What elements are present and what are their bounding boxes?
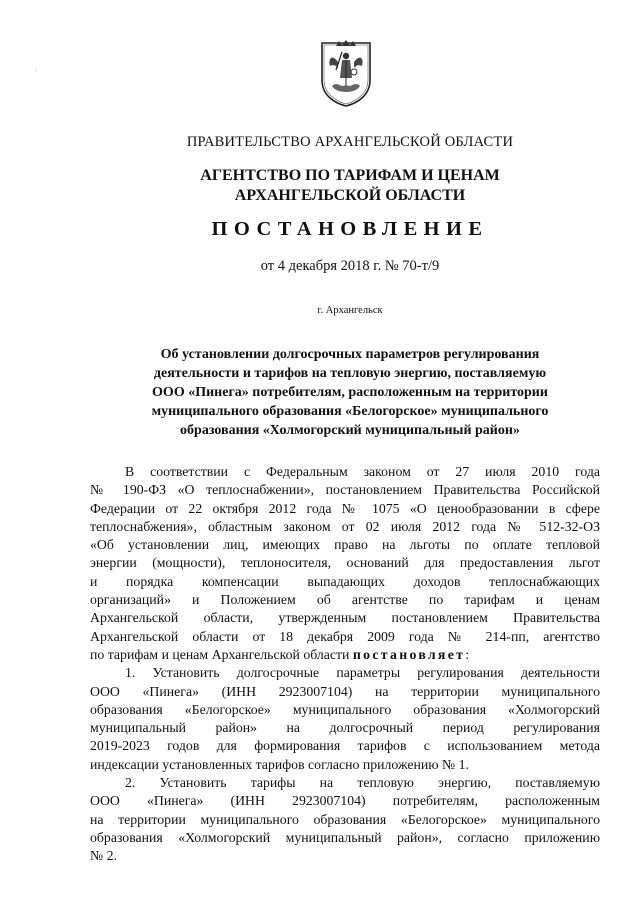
body-line: В соответствии с Федеральным законом от 27 июля 2010 года bbox=[125, 464, 600, 479]
body-text-fragment: : bbox=[465, 646, 470, 662]
body-line: «Об установлении лиц, имеющих право на льготы по оплате тепловой bbox=[90, 537, 600, 553]
decree-city: г. Архангельск bbox=[317, 305, 383, 316]
subject-line: образования «Холмогорский муниципальный район» bbox=[180, 423, 520, 438]
body-line-resolves bbox=[90, 646, 600, 664]
subject-line: ООО «Пинега» потребителям, расположенным на территории bbox=[152, 385, 548, 400]
coat-of-arms-icon bbox=[318, 40, 374, 108]
body-line: образования «Белогорское» муниципального образования «Холмогорский bbox=[90, 701, 600, 717]
agency-title bbox=[90, 166, 610, 206]
subject-line: муниципального образования «Белогорское» муниципального bbox=[151, 404, 549, 419]
body-line: Федерации от 22 октября 2012 года № 1075 «О ценообразовании в сфере bbox=[90, 500, 600, 516]
body-line: 2019-2023 годов для формирования тарифов с использованием метода bbox=[90, 738, 600, 754]
agency-title-line: АРХАНГЕЛЬСКОЙ ОБЛАСТИ bbox=[234, 187, 466, 204]
body-text-fragment: по тарифам и ценам Архангельской области bbox=[90, 646, 353, 662]
decree-subject bbox=[100, 345, 600, 440]
body-line: образования «Холмогорский муниципальный район», согласно приложению bbox=[90, 829, 600, 845]
body-line: и порядка компенсации выпадающих доходов теплоснабжающих bbox=[90, 573, 600, 589]
subject-line: Об установлении долгосрочных параметров регулирования bbox=[160, 347, 540, 362]
body-line: ООО «Пинега» (ИНН 2923007104) потребителям, расположенным bbox=[90, 793, 600, 809]
body-line: на территории муниципального образования «Белогорское» муниципального bbox=[90, 811, 600, 827]
agency-title-line: АГЕНТСТВО ПО ТАРИФАМ И ЦЕНАМ bbox=[200, 167, 500, 184]
body-line: 2. Установить тарифы на тепловую энергию, поставляемую bbox=[125, 775, 600, 791]
body-line: № 2. bbox=[90, 848, 117, 864]
body-line: индексации установленных тарифов согласно приложению № 1. bbox=[90, 756, 469, 772]
body-line: Архангельской области от 18 декабря 2009 года № 214-пп, агентство bbox=[90, 628, 600, 644]
body-line: Архангельской области, утвержденным постановлением Правительства bbox=[90, 610, 600, 626]
resolves-keyword: постановляет bbox=[352, 646, 466, 662]
body-line: муниципальный район» на долгосрочный период регулирования bbox=[90, 720, 600, 736]
body-line: 1. Установить долгосрочные параметры регулирования деятельности bbox=[125, 665, 600, 681]
body-line: теплоснабжения», областным законом от 02 июля 2012 года № 512-32-ОЗ bbox=[90, 518, 600, 534]
body-line: № 190-ФЗ «О теплоснабжении», постановлением Правительства Российской bbox=[90, 482, 600, 498]
government-title: ПРАВИТЕЛЬСТВО АРХАНГЕЛЬСКОЙ ОБЛАСТИ bbox=[186, 134, 514, 150]
body-line: ООО «Пинега» (ИНН 2923007104) на территории муниципального bbox=[90, 683, 600, 699]
decree-heading: ПОСТАНОВЛЕНИЕ bbox=[211, 218, 489, 240]
subject-line: деятельности и тарифов на тепловую энергию, поставляемую bbox=[153, 366, 547, 381]
scan-dot bbox=[35, 70, 36, 71]
body-line: организаций» и Положением об агентстве по тарифам и ценам bbox=[90, 592, 600, 608]
decree-body bbox=[90, 463, 600, 866]
decree-date-number: от 4 декабря 2018 г. № 70-т/9 bbox=[260, 258, 440, 274]
body-line: энергии (мощности), теплоносителя, оснований для предоставления льгот bbox=[90, 555, 600, 571]
